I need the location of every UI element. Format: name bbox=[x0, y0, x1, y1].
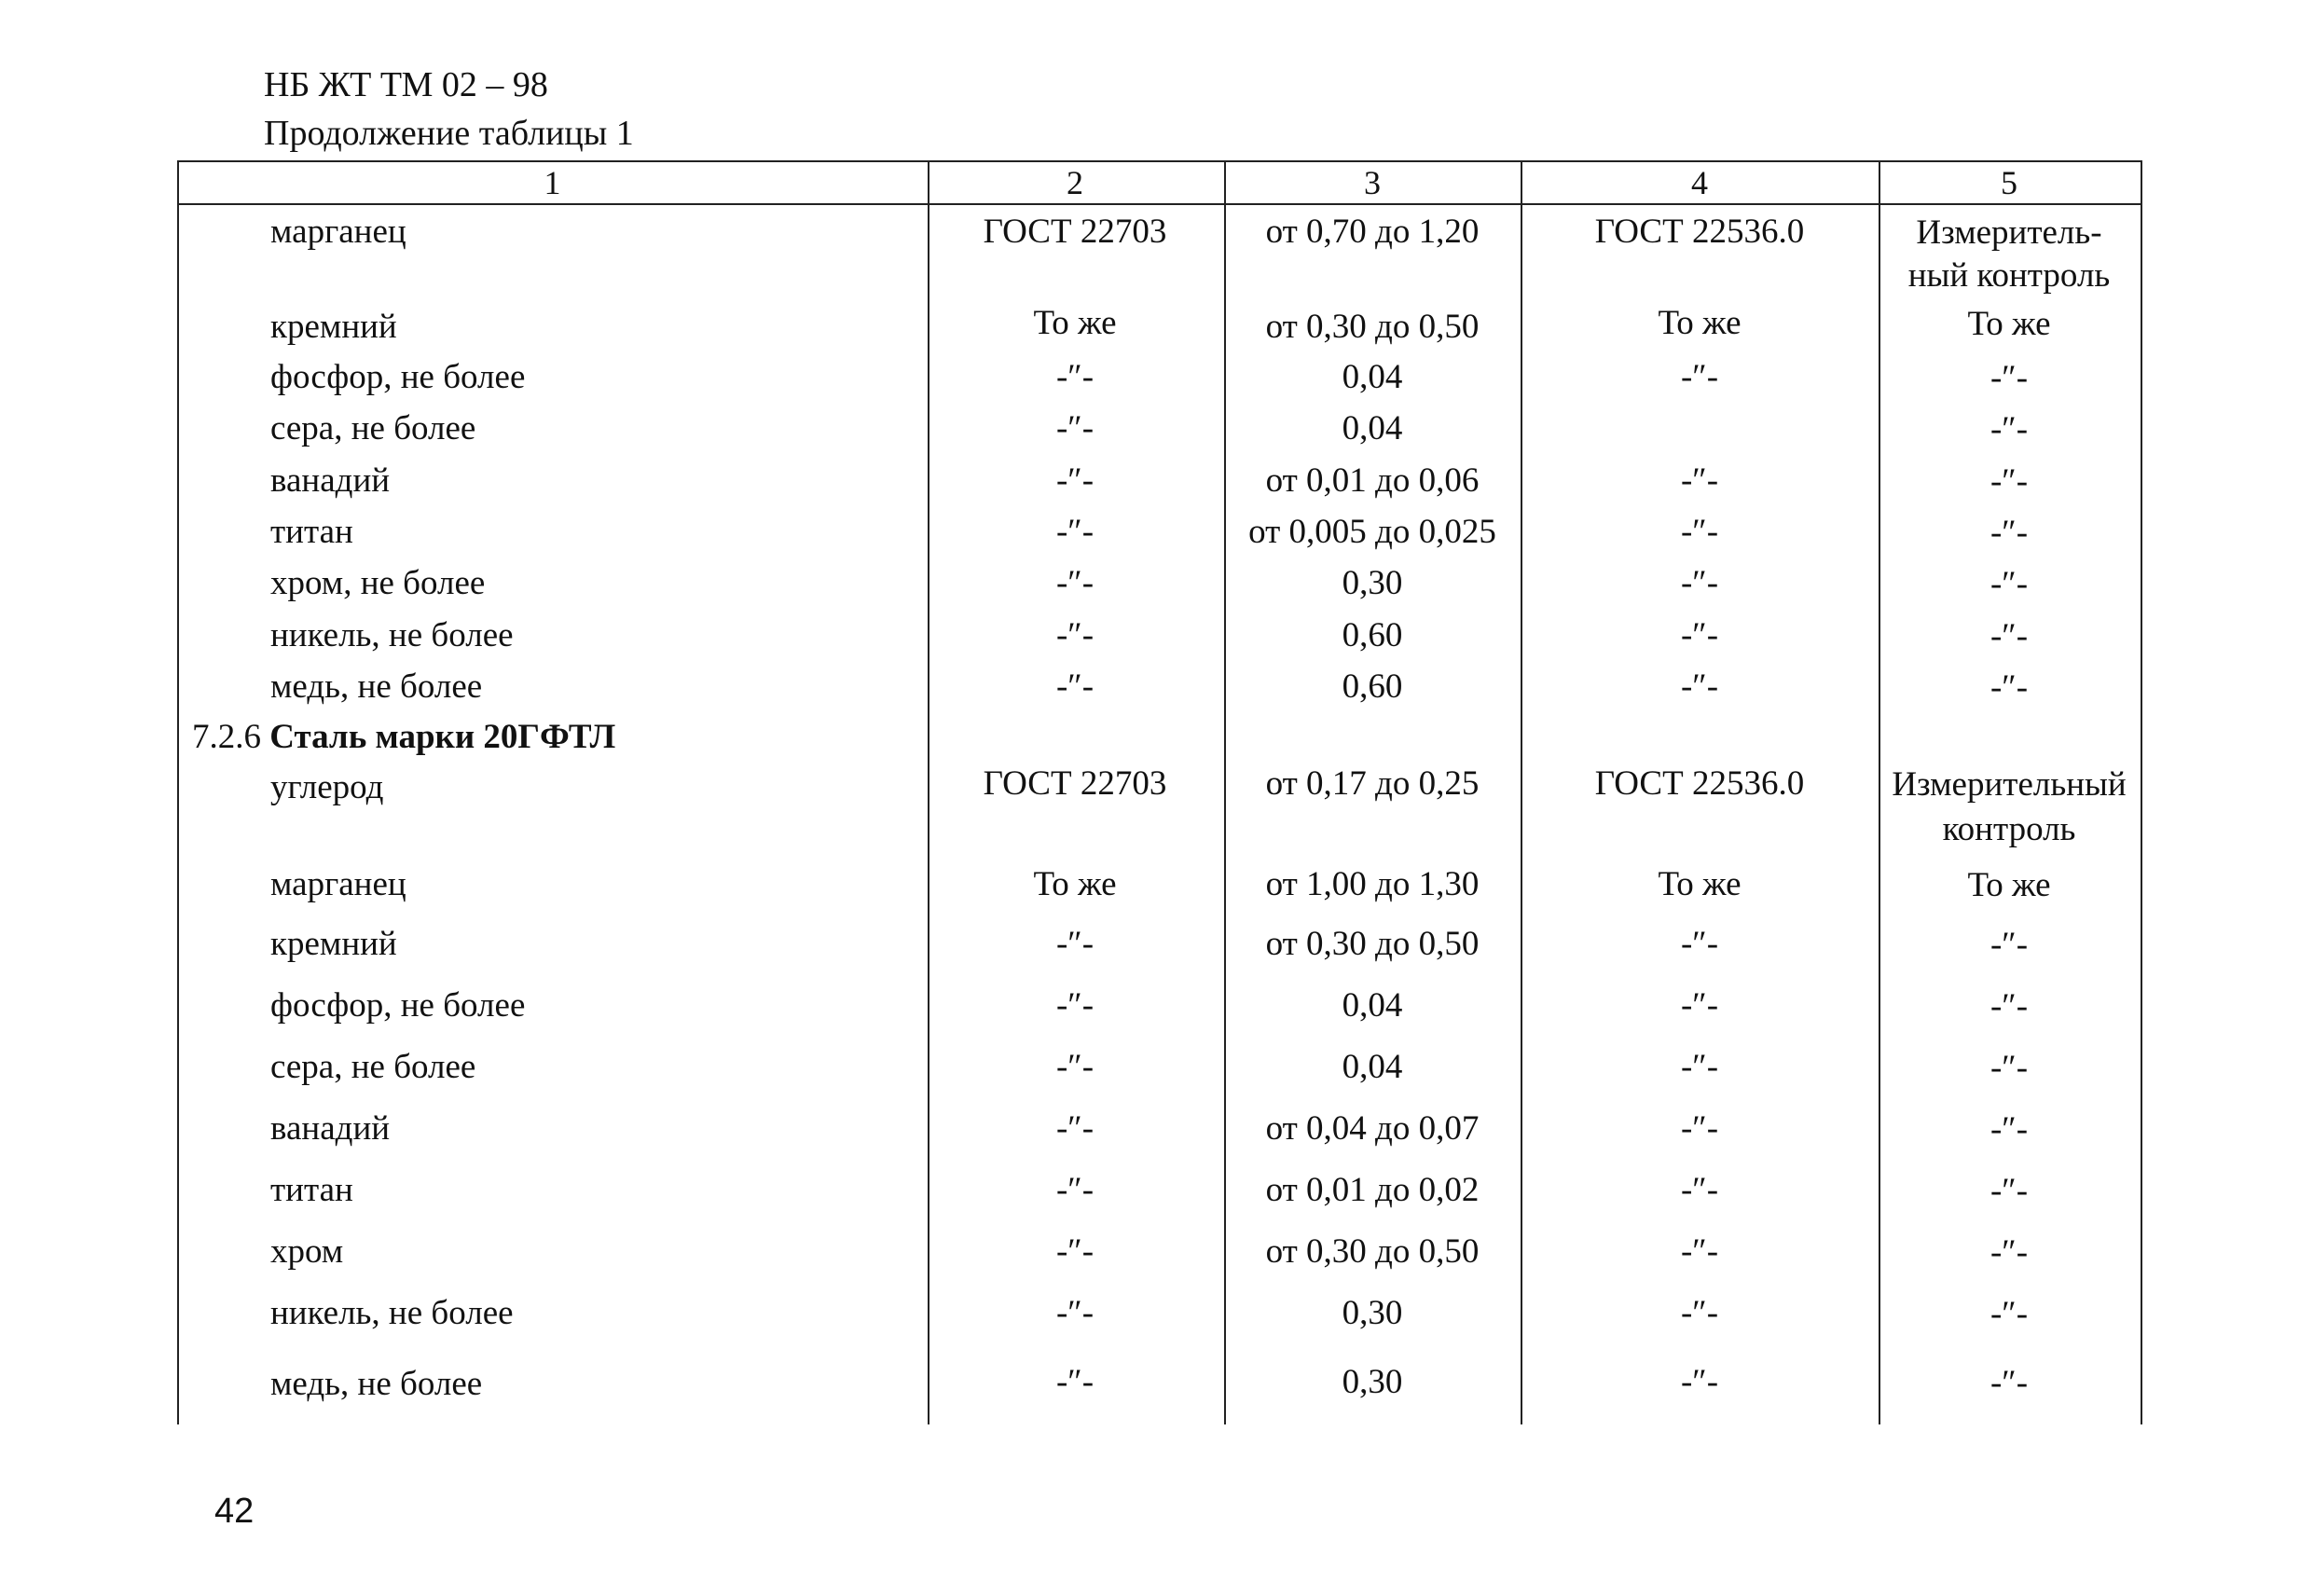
control-type: -″- bbox=[1989, 987, 2029, 1025]
norm-value: 0,04 bbox=[1342, 358, 1403, 396]
standard-ref: -″- bbox=[1055, 1294, 1095, 1332]
element-name: титан bbox=[270, 513, 353, 551]
method-ref: -″- bbox=[1680, 564, 1719, 602]
method-ref: -″- bbox=[1680, 1294, 1719, 1332]
standard-ref: -″- bbox=[1055, 358, 1095, 396]
standard-ref: -″- bbox=[1055, 513, 1095, 551]
control-type: -″- bbox=[1989, 1364, 2029, 1402]
method-ref: То же bbox=[1658, 865, 1742, 903]
column-number-3: 3 bbox=[1364, 164, 1381, 201]
control-type: -″- bbox=[1989, 926, 2029, 964]
section-heading bbox=[192, 716, 615, 759]
standard-ref: -″- bbox=[1055, 409, 1095, 447]
standard-ref: -″- bbox=[1055, 1109, 1095, 1148]
method-ref: -″- bbox=[1680, 513, 1719, 551]
control-type: -″- bbox=[1989, 668, 2029, 707]
norm-value: 0,60 bbox=[1342, 667, 1403, 706]
norm-value: 0,60 bbox=[1342, 616, 1403, 654]
method-ref: То же bbox=[1658, 304, 1742, 342]
control-type: -″- bbox=[1989, 359, 2029, 397]
method-ref: -″- bbox=[1680, 616, 1719, 654]
standard-ref: -″- bbox=[1055, 1363, 1095, 1401]
norm-value: 0,30 bbox=[1342, 564, 1403, 602]
method-ref: -″- bbox=[1680, 667, 1719, 706]
control-type: -″- bbox=[1989, 410, 2029, 448]
standard-ref: -″- bbox=[1055, 1232, 1095, 1271]
standard-ref: -″- bbox=[1055, 564, 1095, 602]
element-name: марганец bbox=[270, 213, 406, 251]
table-top-border bbox=[177, 160, 2142, 162]
method-ref: -″- bbox=[1680, 1171, 1719, 1209]
element-name: ванадий bbox=[270, 1109, 391, 1148]
element-name: углерод bbox=[270, 768, 384, 806]
document-code: НБ ЖТ ТМ 02 – 98 bbox=[264, 65, 548, 104]
control-type: -″- bbox=[1989, 565, 2029, 603]
norm-value: от 0,17 до 0,25 bbox=[1265, 764, 1480, 803]
standard-ref: -″- bbox=[1055, 616, 1095, 654]
method-ref: ГОСТ 22536.0 bbox=[1594, 764, 1805, 803]
standard-ref: -″- bbox=[1055, 667, 1095, 706]
standard-ref: То же bbox=[1033, 304, 1117, 342]
section-number: 7.2.6 bbox=[192, 718, 261, 756]
element-name: никель, не более bbox=[270, 1294, 514, 1332]
control-type: -″- bbox=[1989, 1049, 2029, 1087]
norm-value: 0,30 bbox=[1342, 1363, 1403, 1401]
element-name: хром bbox=[270, 1232, 344, 1271]
norm-value: 0,04 bbox=[1342, 409, 1403, 447]
control-type: -″- bbox=[1989, 1233, 2029, 1272]
element-name: титан bbox=[270, 1171, 353, 1209]
column-number-4: 4 bbox=[1691, 164, 1708, 201]
norm-value: от 0,01 до 0,06 bbox=[1265, 461, 1480, 500]
standard-ref: -″- bbox=[1055, 925, 1095, 963]
norm-value: от 0,70 до 1,20 bbox=[1265, 213, 1480, 251]
element-name: кремний bbox=[270, 925, 397, 963]
section-title: Сталь марки 20ГФТЛ bbox=[269, 718, 616, 756]
element-name: марганец bbox=[270, 865, 406, 903]
standard-ref: То же bbox=[1033, 865, 1117, 903]
element-name: медь, не более bbox=[270, 667, 483, 706]
norm-value: от 0,01 до 0,02 bbox=[1265, 1171, 1480, 1209]
standard-ref: ГОСТ 22703 bbox=[983, 213, 1167, 251]
data-table bbox=[177, 160, 2142, 1424]
method-ref: -″- bbox=[1680, 925, 1719, 963]
method-ref: -″- bbox=[1680, 1048, 1719, 1086]
norm-value: 0,04 bbox=[1342, 986, 1403, 1025]
element-name: сера, не более bbox=[270, 409, 476, 447]
control-type-cont: контроль bbox=[1942, 810, 2076, 848]
element-name: сера, не более bbox=[270, 1048, 476, 1086]
standard-ref: -″- bbox=[1055, 1048, 1095, 1086]
element-name: кремний bbox=[270, 308, 397, 346]
method-ref: -″- bbox=[1680, 986, 1719, 1025]
control-type: -″- bbox=[1989, 514, 2029, 552]
standard-ref: -″- bbox=[1055, 1171, 1095, 1209]
element-name: никель, не более bbox=[270, 616, 514, 654]
element-name: медь, не более bbox=[270, 1365, 483, 1403]
control-type: Измерительный bbox=[1892, 765, 2127, 804]
table-continuation-caption: Продолжение таблицы 1 bbox=[264, 114, 634, 153]
method-ref: -″- bbox=[1680, 358, 1719, 396]
element-name: фосфор, не более bbox=[270, 986, 526, 1025]
norm-value: от 0,005 до 0,025 bbox=[1248, 513, 1496, 551]
element-name: ванадий bbox=[270, 461, 391, 500]
method-ref: -″- bbox=[1680, 1363, 1719, 1401]
control-type: -″- bbox=[1989, 462, 2029, 501]
control-type: То же bbox=[1967, 866, 2051, 904]
column-number-2: 2 bbox=[1067, 164, 1083, 201]
method-ref: -″- bbox=[1680, 461, 1719, 500]
method-ref: -″- bbox=[1680, 1232, 1719, 1271]
column-number-1: 1 bbox=[544, 164, 561, 201]
control-type: То же bbox=[1967, 305, 2051, 343]
method-ref: ГОСТ 22536.0 bbox=[1594, 213, 1805, 251]
column-number-5: 5 bbox=[2001, 164, 2017, 201]
control-type: -″- bbox=[1989, 617, 2029, 655]
method-ref: -″- bbox=[1680, 1109, 1719, 1148]
standard-ref: ГОСТ 22703 bbox=[983, 764, 1167, 803]
norm-value: от 1,00 до 1,30 bbox=[1265, 865, 1480, 903]
control-type: Измеритель- bbox=[1916, 213, 2102, 252]
standard-ref: -″- bbox=[1055, 986, 1095, 1025]
column-border bbox=[177, 160, 179, 1424]
norm-value: от 0,30 до 0,50 bbox=[1265, 1232, 1480, 1271]
control-type: -″- bbox=[1989, 1110, 2029, 1149]
norm-value: от 0,04 до 0,07 bbox=[1265, 1109, 1480, 1148]
header-row-border bbox=[177, 203, 2142, 205]
page-number: 42 bbox=[214, 1492, 255, 1531]
norm-value: от 0,30 до 0,50 bbox=[1265, 925, 1480, 963]
element-name: фосфор, не более bbox=[270, 358, 526, 396]
column-border bbox=[2141, 160, 2142, 1424]
norm-value: от 0,30 до 0,50 bbox=[1265, 308, 1480, 346]
control-type-cont: ный контроль bbox=[1907, 256, 2111, 295]
element-name: хром, не более bbox=[270, 564, 486, 602]
norm-value: 0,04 bbox=[1342, 1048, 1403, 1086]
control-type: -″- bbox=[1989, 1172, 2029, 1210]
norm-value: 0,30 bbox=[1342, 1294, 1403, 1332]
standard-ref: -″- bbox=[1055, 461, 1095, 500]
control-type: -″- bbox=[1989, 1295, 2029, 1333]
